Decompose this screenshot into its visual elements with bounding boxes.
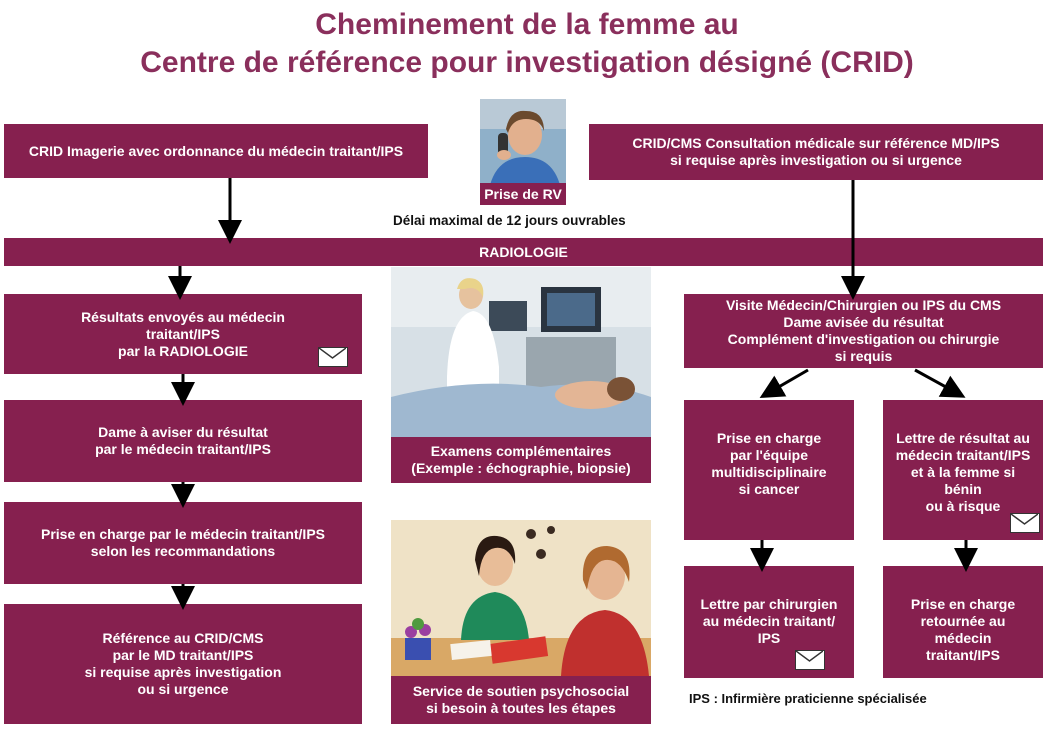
- radiologie-bar: RADIOLOGIE: [4, 238, 1043, 266]
- examens-caption: Examens complémentaires (Exemple : échographie, biopsie): [391, 437, 651, 483]
- title-line-1: Cheminement de la femme au: [315, 8, 739, 41]
- crid-cms-box: CRID/CMS Consultation médicale sur référence MD/IPS si requise après investigation ou si urgence: [589, 124, 1043, 180]
- crid-imagerie-box: CRID Imagerie avec ordonnance du médecin traitant/IPS: [4, 124, 428, 178]
- resultats-text: Résultats envoyés au médecin traitant/IPS par la RADIOLOGIE: [81, 308, 285, 359]
- prise-multi-box: Prise en charge par l'équipe multidisciplinaire si cancer: [684, 400, 854, 540]
- reference-box: Référence au CRID/CMS par le MD traitant/IPS si requise après investigation ou si urgence: [4, 604, 362, 724]
- arrow-down-icon: [915, 370, 955, 392]
- lettre-chir-box: Lettre par chirurgien au médecin traitant/ IPS: [684, 566, 854, 678]
- visite-box: Visite Médecin/Chirurgien ou IPS du CMS Dame avisée du résultat Complément d'investigation ou chirurgie si requis: [684, 294, 1043, 368]
- title-line-2: Centre de référence pour investigation désigné (CRID): [140, 46, 914, 79]
- ips-note: IPS : Infirmière praticienne spécialisée: [689, 691, 927, 706]
- dame-aviser-box: Dame à aviser du résultat par le médecin traitant/IPS: [4, 400, 362, 482]
- lettre-resultat-box: Lettre de résultat au médecin traitant/IPS et à la femme si bénin ou à risque: [883, 400, 1043, 540]
- prise-rv-caption: Prise de RV: [480, 183, 566, 205]
- prise-charge-md-box: Prise en charge par le médecin traitant/IPS selon les recommandations: [4, 502, 362, 584]
- delai-note: Délai maximal de 12 jours ouvrables: [393, 213, 626, 228]
- prise-retour-box: Prise en charge retournée au médecin traitant/IPS: [883, 566, 1043, 678]
- soutien-caption: Service de soutien psychosocial si besoin à toutes les étapes: [391, 676, 651, 724]
- arrow-down-icon: [770, 370, 808, 392]
